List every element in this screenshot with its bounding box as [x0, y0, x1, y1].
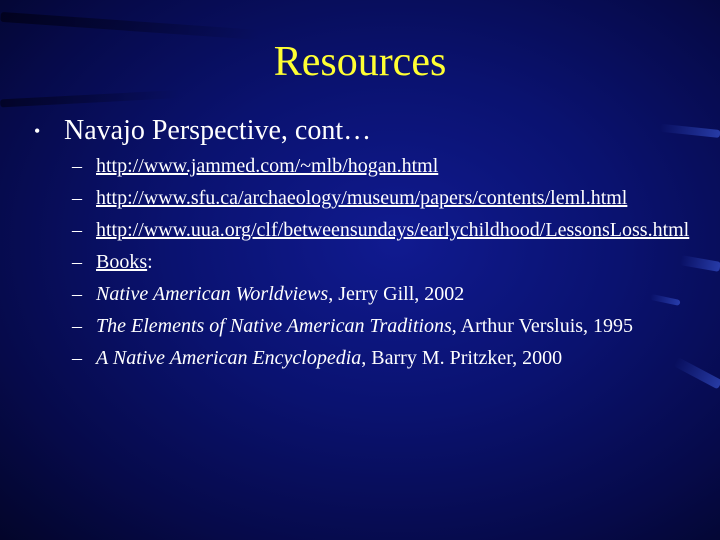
resource-link-hogan[interactable]: http://www.jammed.com/~mlb/hogan.html	[96, 155, 439, 177]
list-item	[72, 250, 692, 274]
book-title: The Elements of Native American Traditions	[96, 315, 452, 337]
list-item	[72, 154, 692, 178]
dash-icon: –	[72, 219, 82, 241]
dash-icon: –	[72, 283, 82, 305]
book-details: , Arthur Versluis, 1995	[451, 315, 634, 337]
book-entry	[96, 346, 692, 370]
background-streak	[0, 90, 180, 107]
book-title: A Native American Encyclopedia	[96, 347, 362, 369]
books-heading	[96, 250, 692, 274]
main-bullet-text: Navajo Perspective, cont…	[64, 115, 372, 146]
books-suffix: :	[147, 251, 153, 273]
resource-link-sfu[interactable]: http://www.sfu.ca/archaeology/museum/papers/contents/leml.html	[96, 187, 628, 209]
resource-list	[72, 154, 692, 378]
list-item	[72, 186, 692, 210]
list-item	[72, 218, 692, 242]
dash-icon: –	[72, 347, 82, 369]
bullet-dot-icon: •	[34, 121, 41, 141]
list-item	[72, 314, 692, 338]
book-entry	[96, 314, 692, 338]
list-item	[72, 282, 692, 306]
book-entry	[96, 282, 692, 306]
book-details: , Jerry Gill, 2002	[328, 283, 465, 305]
slide-title: Resources	[273, 39, 447, 85]
books-label: Books	[96, 251, 148, 273]
dash-icon: –	[72, 155, 82, 177]
dash-icon: –	[72, 187, 82, 209]
book-title: Native American Worldviews	[96, 283, 329, 305]
main-bullet	[34, 114, 694, 148]
resource-link-uua[interactable]: http://www.uua.org/clf/betweensundays/earlychildhood/LessonsLoss.html	[96, 219, 690, 241]
dash-icon: –	[72, 251, 82, 273]
book-details: , Barry M. Pritzker, 2000	[361, 347, 563, 369]
dash-icon: –	[72, 315, 82, 337]
list-item	[72, 346, 692, 370]
